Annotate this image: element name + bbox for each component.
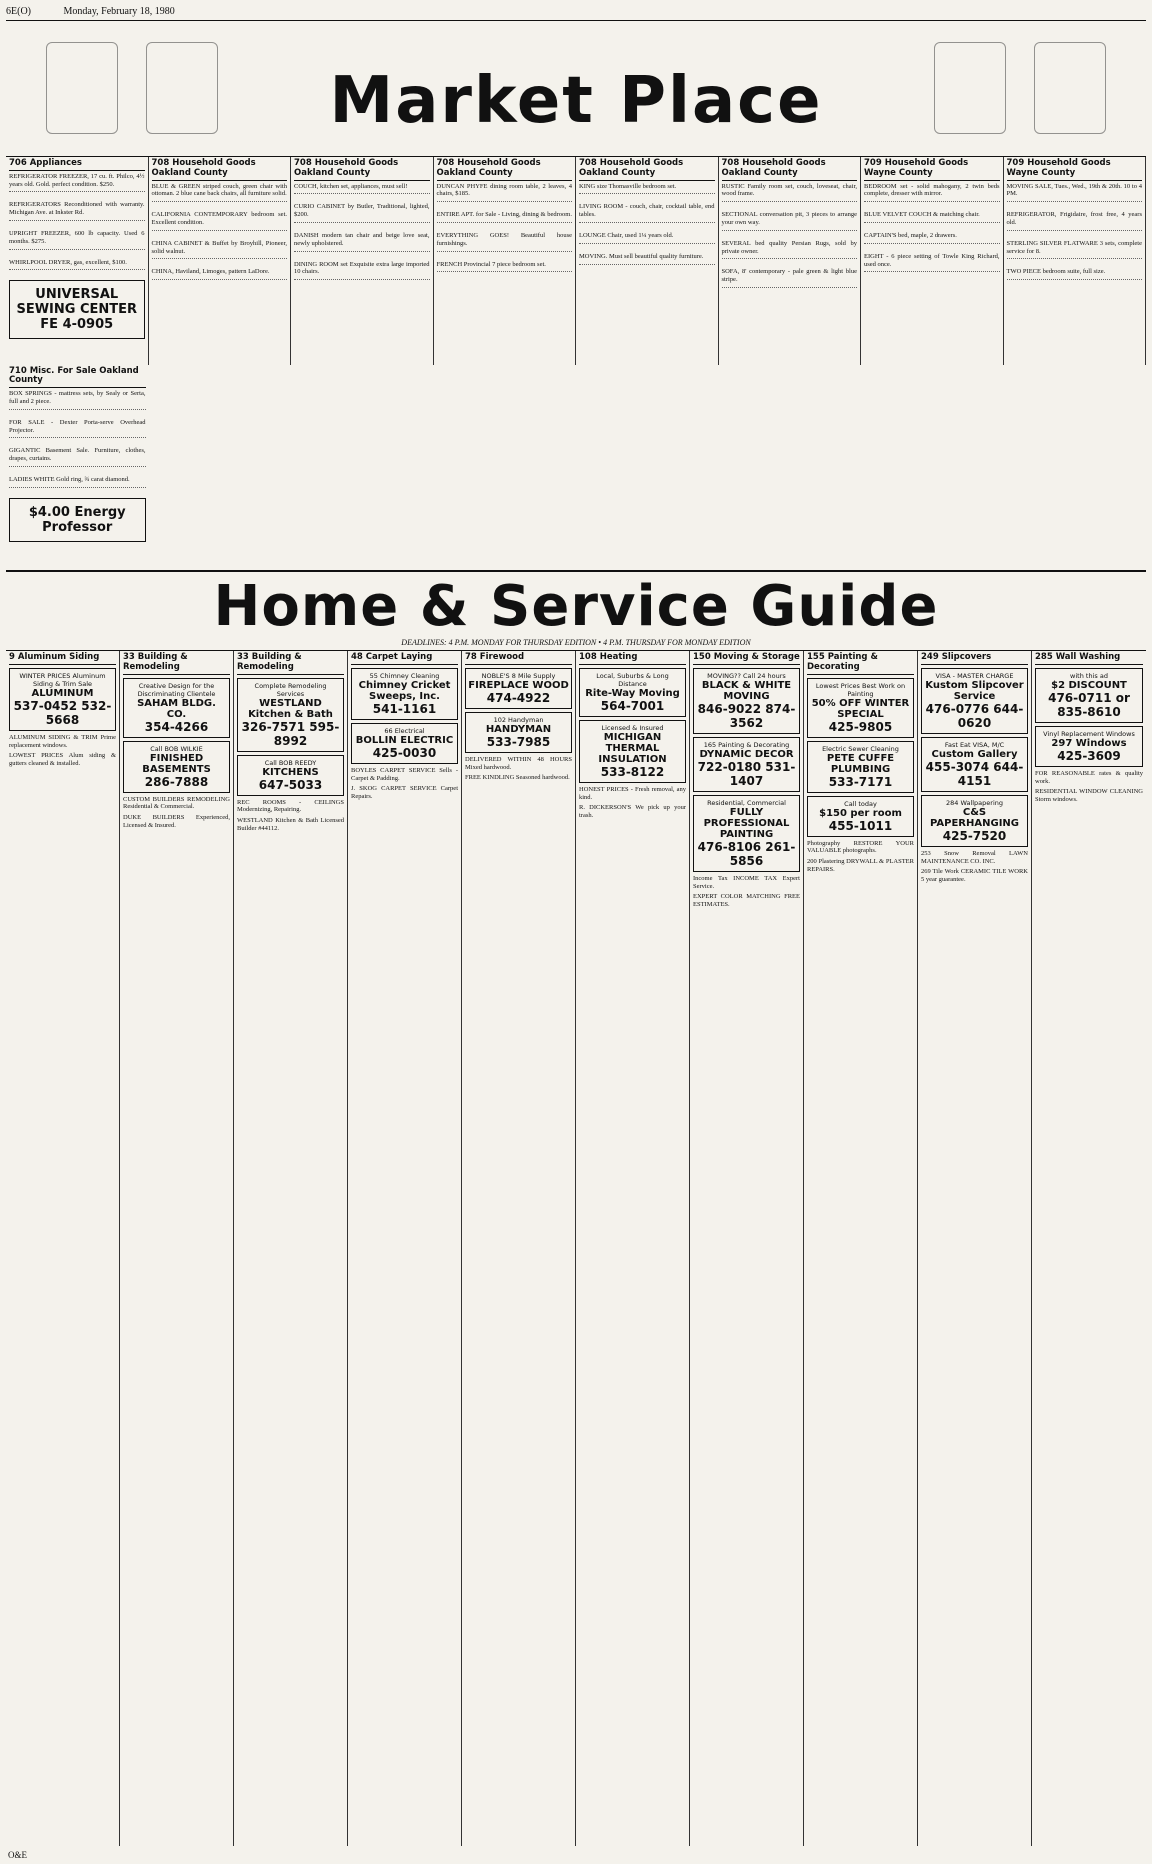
ad-divider [9, 249, 145, 256]
service-display-ad [921, 795, 1028, 847]
classified-ad: DANISH modern tan chair and beige love seat, newly upholstered. [294, 231, 430, 247]
home-service-banner [6, 570, 1146, 650]
classified-ad: REFRIGERATOR FREEZER, 17 cu. ft. Philco, 4½ years old. Gold. perfect condition. $250. [9, 172, 145, 188]
classified-column [1004, 157, 1147, 365]
ad-divider [9, 409, 146, 416]
category-heading: 709 Household Goods Wayne County [1007, 159, 1143, 181]
business-name: ALUMINUM [31, 687, 94, 699]
classified-ad: BOX SPRINGS - mattress sets, by Sealy or Serta, full and 2 piece. [9, 390, 146, 405]
business-name: $2 DISCOUNT [1051, 679, 1127, 691]
phone-number: 533-8122 [600, 764, 665, 779]
home-service-grid [6, 650, 1146, 1846]
classified-ad: BLUE VELVET COUCH & matching chair. [864, 211, 980, 219]
service-display-ad [465, 712, 572, 753]
ad-subtitle: Creative Design for the Discriminating Clientele [137, 681, 216, 698]
ad-divider [9, 466, 146, 473]
ad-divider [9, 487, 146, 494]
classified-ad: CAPTAIN'S bed, maple, 2 drawers. [864, 231, 957, 239]
classified-column [576, 157, 719, 365]
service-column [690, 651, 804, 1846]
classified-ad: KING size Thomasville bedroom set. [579, 182, 677, 190]
market-place-grid [6, 156, 1146, 567]
ad-divider [152, 201, 288, 208]
category-heading: 108 Heating [579, 653, 686, 665]
phone-number: 425-3609 [1057, 748, 1121, 763]
ad-subtitle: 55 Chimney Cleaning [369, 671, 440, 680]
ad-divider [9, 437, 146, 444]
category-heading: 249 Slipcovers [921, 653, 1028, 665]
phone-number: 564-7001 [600, 698, 665, 713]
classified-ad: R. DICKERSON'S We pick up your trash. [579, 804, 686, 820]
ad-divider [579, 243, 715, 250]
ad-divider [864, 222, 1000, 229]
phone-number: 533-7171 [828, 774, 893, 789]
display-ad-box: $4.00 Energy Professor [9, 498, 146, 542]
market-place-banner [6, 24, 1146, 154]
classified-ad: 200 Plastering DRYWALL & PLASTER REPAIRS. [807, 858, 914, 873]
ad-divider [437, 222, 573, 229]
ad-divider [1007, 258, 1143, 265]
classified-ad: RESIDENTIAL WINDOW CLEANING Storm windows. [1035, 788, 1143, 804]
classified-ad: LOWEST PRICES Alum siding & gutters cleaned & installed. [9, 752, 116, 768]
ad-divider [1007, 201, 1143, 208]
classified-ad: ALUMINUM SIDING & TRIM Prime replacement windows. [9, 733, 116, 749]
display-ad-box: UNIVERSAL SEWING CENTER FE 4-0905 [9, 280, 145, 339]
classified-ad: 269 Tile Work CERAMIC TILE WORK 5 year guarantee. [921, 868, 1028, 884]
ad-divider [722, 201, 858, 208]
ad-divider [864, 243, 1000, 250]
phone-number: 455-3074 644-4151 [925, 759, 1024, 788]
classified-ad: SECTIONAL conversation pit, 3 pieces to arrange your own way. [721, 211, 857, 226]
phone-number: 476-8106 261-5856 [697, 839, 796, 868]
service-display-ad [807, 741, 914, 793]
phone-number: 533-7985 [486, 734, 551, 749]
classified-ad: STERLING SILVER FLATWARE 3 sets, complete service for 8. [1006, 239, 1142, 255]
service-column [918, 651, 1032, 1846]
service-column [462, 651, 576, 1846]
ad-subtitle: MOVING?? Call 24 hours [707, 671, 786, 680]
ad-subtitle: WINTER PRICES Aluminum Siding & Trim Sale [19, 671, 106, 688]
classified-ad: EIGHT - 6 piece setting of Towle King Richard, used once. [864, 252, 1000, 268]
business-name: SAHAM BLDG. CO. [137, 697, 216, 720]
ad-divider [579, 222, 715, 229]
service-display-ad [579, 668, 686, 717]
classified-column [719, 157, 862, 365]
ad-subtitle: Vinyl Replacement Windows [1043, 729, 1135, 738]
ad-subtitle: Licensed & Insured [601, 723, 664, 732]
service-display-ad [1035, 668, 1143, 723]
classified-ad: 253 Snow Removal LAWN MAINTENANCE CO. INC. [921, 849, 1028, 865]
ad-subtitle: Lowest Prices Best Work on Painting [815, 681, 906, 698]
footer-label: O&E [8, 1850, 27, 1860]
category-heading: 155 Painting & Decorating [807, 653, 914, 675]
category-heading: 708 Household Goods Oakland County [152, 159, 288, 181]
service-display-ad [123, 678, 230, 738]
ad-divider [579, 264, 715, 271]
ad-divider [864, 271, 1000, 278]
classified-ad: TWO PIECE bedroom suite, full size. [1006, 268, 1106, 276]
classified-ad: Income Tax INCOME TAX Expert Service. [693, 874, 800, 890]
classified-column [434, 157, 577, 365]
service-display-ad [693, 668, 800, 734]
ad-subtitle: Residential, Commercial [707, 798, 786, 807]
classified-ad: REFRIGERATORS Reconditioned with warranty. Michigan Ave. at Inkster Rd. [9, 201, 145, 217]
category-heading: 710 Misc. For Sale Oakland County [9, 367, 146, 389]
business-name: MICHIGAN THERMAL INSULATION [598, 731, 667, 765]
ad-divider [9, 191, 145, 198]
ad-subtitle: Local, Suburbs & Long Distance [596, 671, 669, 688]
ad-divider [152, 230, 288, 237]
classified-ad: HONEST PRICES - Fresh removal, any kind. [579, 785, 686, 801]
business-name: PETE CUFFE PLUMBING [826, 752, 895, 775]
business-name: FULLY PROFESSIONAL PAINTING [703, 806, 790, 840]
service-display-ad [351, 668, 458, 720]
banner-illustration-right2 [1034, 42, 1106, 134]
classified-ad: COUCH, kitchen set, appliances, must sell! [294, 182, 408, 190]
ad-divider [294, 279, 430, 286]
publication-date: Monday, February 18, 1980 [63, 6, 175, 17]
service-display-ad [9, 668, 116, 731]
phone-number: 286-7888 [144, 774, 209, 789]
ad-subtitle: Electric Sewer Cleaning [822, 744, 899, 753]
category-heading: 709 Household Goods Wayne County [864, 159, 1000, 181]
home-service-title: Home & Service Guide [213, 574, 939, 639]
ad-divider [864, 201, 1000, 208]
ad-divider [437, 271, 573, 278]
classified-ad: RUSTIC Family room set, couch, loveseat, chair, wood frame. [721, 182, 857, 198]
header-line [6, 6, 1146, 21]
classified-column [861, 157, 1004, 365]
ad-divider [294, 193, 430, 200]
business-name: $150 per room [819, 807, 902, 819]
classified-ad: UPRIGHT FREEZER, 600 lb capacity. Used 6 months. $275. [9, 229, 145, 245]
category-heading: 285 Wall Washing [1035, 653, 1143, 665]
business-name: FINISHED BASEMENTS [142, 752, 211, 775]
phone-number: 476-0776 644-0620 [925, 701, 1024, 730]
deadline-note: DEADLINES: 4 P.M. MONDAY FOR THURSDAY EDITION • 4 P.M. THURSDAY FOR MONDAY EDITION [401, 638, 751, 647]
classified-ad: CUSTOM BUILDERS REMODELING Residential & Commercial. [123, 795, 230, 811]
classified-ad: DUKE BUILDERS Experienced, Licensed & Insured. [123, 814, 230, 829]
classified-ad: FREE KINDLING Seasoned hardwood. [465, 774, 570, 782]
classified-ad: Photography RESTORE YOUR VALUABLE photographs. [807, 839, 914, 855]
category-heading: 706 Appliances [9, 159, 145, 171]
phone-number: 846-9022 874-3562 [697, 701, 796, 730]
phone-number: 541-1161 [372, 701, 437, 716]
ad-subtitle: Call today [844, 799, 877, 808]
phone-number: 354-4266 [144, 719, 209, 734]
category-heading: 33 Building & Remodeling [123, 653, 230, 675]
banner-illustration-right [934, 42, 1006, 134]
service-display-ad [1035, 726, 1143, 767]
category-heading: 78 Firewood [465, 653, 572, 665]
classified-ad: J. SKOG CARPET SERVICE Carpet Repairs. [351, 785, 458, 801]
business-name: BOLLIN ELECTRIC [355, 734, 454, 746]
service-display-ad [693, 795, 800, 872]
service-column [348, 651, 462, 1846]
category-heading: 33 Building & Remodeling [237, 653, 344, 675]
phone-number: 474-4922 [486, 690, 551, 705]
business-name: WESTLAND Kitchen & Bath [248, 697, 333, 720]
business-name: 50% OFF WINTER SPECIAL [811, 697, 910, 720]
phone-number: 425-9805 [828, 719, 893, 734]
classified-ad: EXPERT COLOR MATCHING FREE ESTIMATES. [693, 893, 800, 909]
category-heading: 708 Household Goods Oakland County [437, 159, 573, 181]
classified-ad: DUNCAN PHYFE dining room table, 2 leaves, 4 chairs, $185. [436, 182, 572, 198]
ad-subtitle: Call BOB REEDY [264, 758, 317, 767]
classified-ad: MOVING SALE, Tues., Wed., 19th & 20th. 10 to 4 PM. [1006, 182, 1142, 198]
classified-ad: BOYLES CARPET SERVICE Sells - Carpet & Padding. [351, 766, 458, 782]
ad-subtitle: Fast Eat VISA, M/C [944, 740, 1005, 749]
service-column [234, 651, 348, 1846]
classified-ad: WHIRLPOOL DRYER, gas, excellent, $100. [9, 258, 127, 266]
service-column [120, 651, 234, 1846]
classified-ad: DELIVERED WITHIN 48 HOURS Mixed hardwood. [465, 755, 572, 771]
service-column [804, 651, 918, 1846]
service-display-ad [123, 741, 230, 793]
ad-divider [152, 258, 288, 265]
service-column [1032, 651, 1146, 1846]
ad-divider [1007, 230, 1143, 237]
ad-divider [294, 251, 430, 258]
category-heading: 150 Moving & Storage [693, 653, 800, 665]
service-display-ad [693, 737, 800, 792]
service-display-ad [237, 755, 344, 796]
classified-column [291, 157, 434, 365]
classified-column [6, 157, 149, 365]
ad-divider [9, 220, 145, 227]
business-name: BLACK & WHITE MOVING [701, 679, 792, 702]
service-display-ad [807, 796, 914, 837]
business-name: DYNAMIC DECOR [699, 748, 794, 760]
classified-ad: SEVERAL bed quality Persian Rugs, sold by private owner. [721, 239, 857, 255]
phone-number: 455-1011 [828, 818, 893, 833]
business-name: Custom Gallery [931, 748, 1018, 760]
service-display-ad [807, 678, 914, 738]
classified-ad: WESTLAND Kitchen & Bath Licensed Builder #44112. [237, 817, 344, 832]
category-heading: 708 Household Goods Oakland County [722, 159, 858, 181]
phone-number: 537-0452 532-5668 [13, 698, 112, 727]
business-name: C&S PAPERHANGING [930, 806, 1019, 829]
ad-subtitle: 102 Handyman [493, 715, 544, 724]
ad-divider [294, 222, 430, 229]
ad-subtitle: 66 Electrical [384, 726, 425, 735]
classified-ad: LIVING ROOM - couch, chair, cocktail table, end tables. [579, 203, 715, 219]
classified-ad: FOR SALE - Dexter Porta-serve Overhead Projector. [9, 418, 146, 434]
ad-subtitle: 284 Wallpapering [945, 798, 1004, 807]
classified-ad: DINING ROOM set Exquisite extra large imported 10 chairs. [294, 260, 430, 276]
ad-subtitle: 165 Painting & Decorating [703, 740, 790, 749]
ad-subtitle: Call BOB WILKIE [150, 744, 203, 753]
classified-ad: ENTIRE APT. for Sale - Living, dining & bedroom. [436, 211, 572, 219]
service-display-ad [237, 678, 344, 752]
service-column [6, 651, 120, 1846]
classified-ad: CHINA, Haviland, Limoges, pattern LaDore. [151, 268, 270, 276]
ad-divider [722, 258, 858, 265]
classified-ad: SOFA, 8' contemporary - pale green & light blue stripe. [721, 268, 857, 284]
page-number: 6E(O) [6, 6, 31, 17]
classified-column [149, 157, 292, 365]
phone-number: 425-0030 [372, 745, 437, 760]
ad-divider [9, 269, 145, 276]
classified-ad: FOR REASONABLE rates & quality work. [1035, 769, 1143, 785]
business-name: 297 Windows [1051, 737, 1127, 749]
classified-ad: MOVING. Must sell beautiful quality furniture. [579, 252, 704, 260]
ad-subtitle: VISA - MASTER CHARGE [935, 671, 1014, 680]
service-display-ad [465, 668, 572, 709]
classified-ad: REFRIGERATOR, Frigidaire, frost free, 4 years old. [1006, 211, 1142, 226]
ad-divider [722, 287, 858, 294]
classified-ad: EVERYTHING GOES! Beautiful house furnishings. [436, 231, 572, 247]
classified-ad: LOUNGE Chair, used 1¼ years old. [579, 231, 674, 239]
phone-number: 722-0180 531-1407 [697, 759, 796, 788]
phone-number: 425-7520 [942, 828, 1007, 843]
business-name: HANDYMAN [485, 723, 552, 735]
business-name: KITCHENS [262, 766, 319, 778]
classified-column [6, 365, 149, 567]
ad-divider [437, 201, 573, 208]
phone-number: 326-7571 595-8992 [241, 719, 340, 748]
phone-number: 476-0711 or 835-8610 [1048, 690, 1130, 719]
ad-divider [722, 230, 858, 237]
category-heading: 708 Household Goods Oakland County [294, 159, 430, 181]
phone-number: 647-5033 [258, 777, 323, 792]
classified-ad: BEDROOM set - solid mahogany, 2 twin beds complete, dresser with mirror. [864, 182, 1000, 198]
business-name: Kustom Slipcover Service [925, 679, 1024, 702]
classified-ad: CALIFORNIA CONTEMPORARY bedroom set. Excellent condition. [151, 211, 287, 226]
classified-ad: CURIO CABINET by Butler, Traditional, lighted, $200. [294, 203, 430, 219]
classified-ad: FRENCH Provincial 7 piece bedroom set. [436, 260, 546, 268]
ad-divider [152, 279, 288, 286]
classified-ad: CHINA CABINET & Buffet by Broyhill, Pioneer, solid walnut. [151, 239, 287, 255]
service-display-ad [921, 737, 1028, 792]
market-place-title: Market Place [329, 64, 823, 138]
classified-ad: LADIES WHITE Gold ring, ¾ carat diamond. [9, 475, 130, 483]
category-heading: 708 Household Goods Oakland County [579, 159, 715, 181]
business-name: FIREPLACE WOOD [468, 679, 569, 691]
category-heading: 9 Aluminum Siding [9, 653, 116, 665]
service-column [576, 651, 690, 1846]
classified-ad: BLUE & GREEN striped couch, green chair with ottoman. 2 blue cane back chairs, all furniture solid. [151, 182, 287, 198]
category-heading: 48 Carpet Laying [351, 653, 458, 665]
ad-subtitle: with this ad [1070, 671, 1108, 680]
service-display-ad [351, 723, 458, 764]
ad-divider [579, 193, 715, 200]
ad-divider [437, 251, 573, 258]
service-display-ad [579, 720, 686, 783]
business-name: Chimney Cricket Sweeps, Inc. [358, 679, 451, 702]
ad-subtitle: Complete Remodeling Services [254, 681, 327, 698]
classified-ad: GIGANTIC Basement Sale. Furniture, clothes, drapes, curtains. [9, 447, 146, 463]
service-display-ad [921, 668, 1028, 734]
ad-subtitle: NOBLE'S 8 Mile Supply [481, 671, 556, 680]
ad-divider [1007, 279, 1143, 286]
business-name: Rite-Way Moving [585, 687, 680, 699]
classified-ad: REC ROOMS - CEILINGS Modernizing, Repairing. [237, 798, 344, 814]
